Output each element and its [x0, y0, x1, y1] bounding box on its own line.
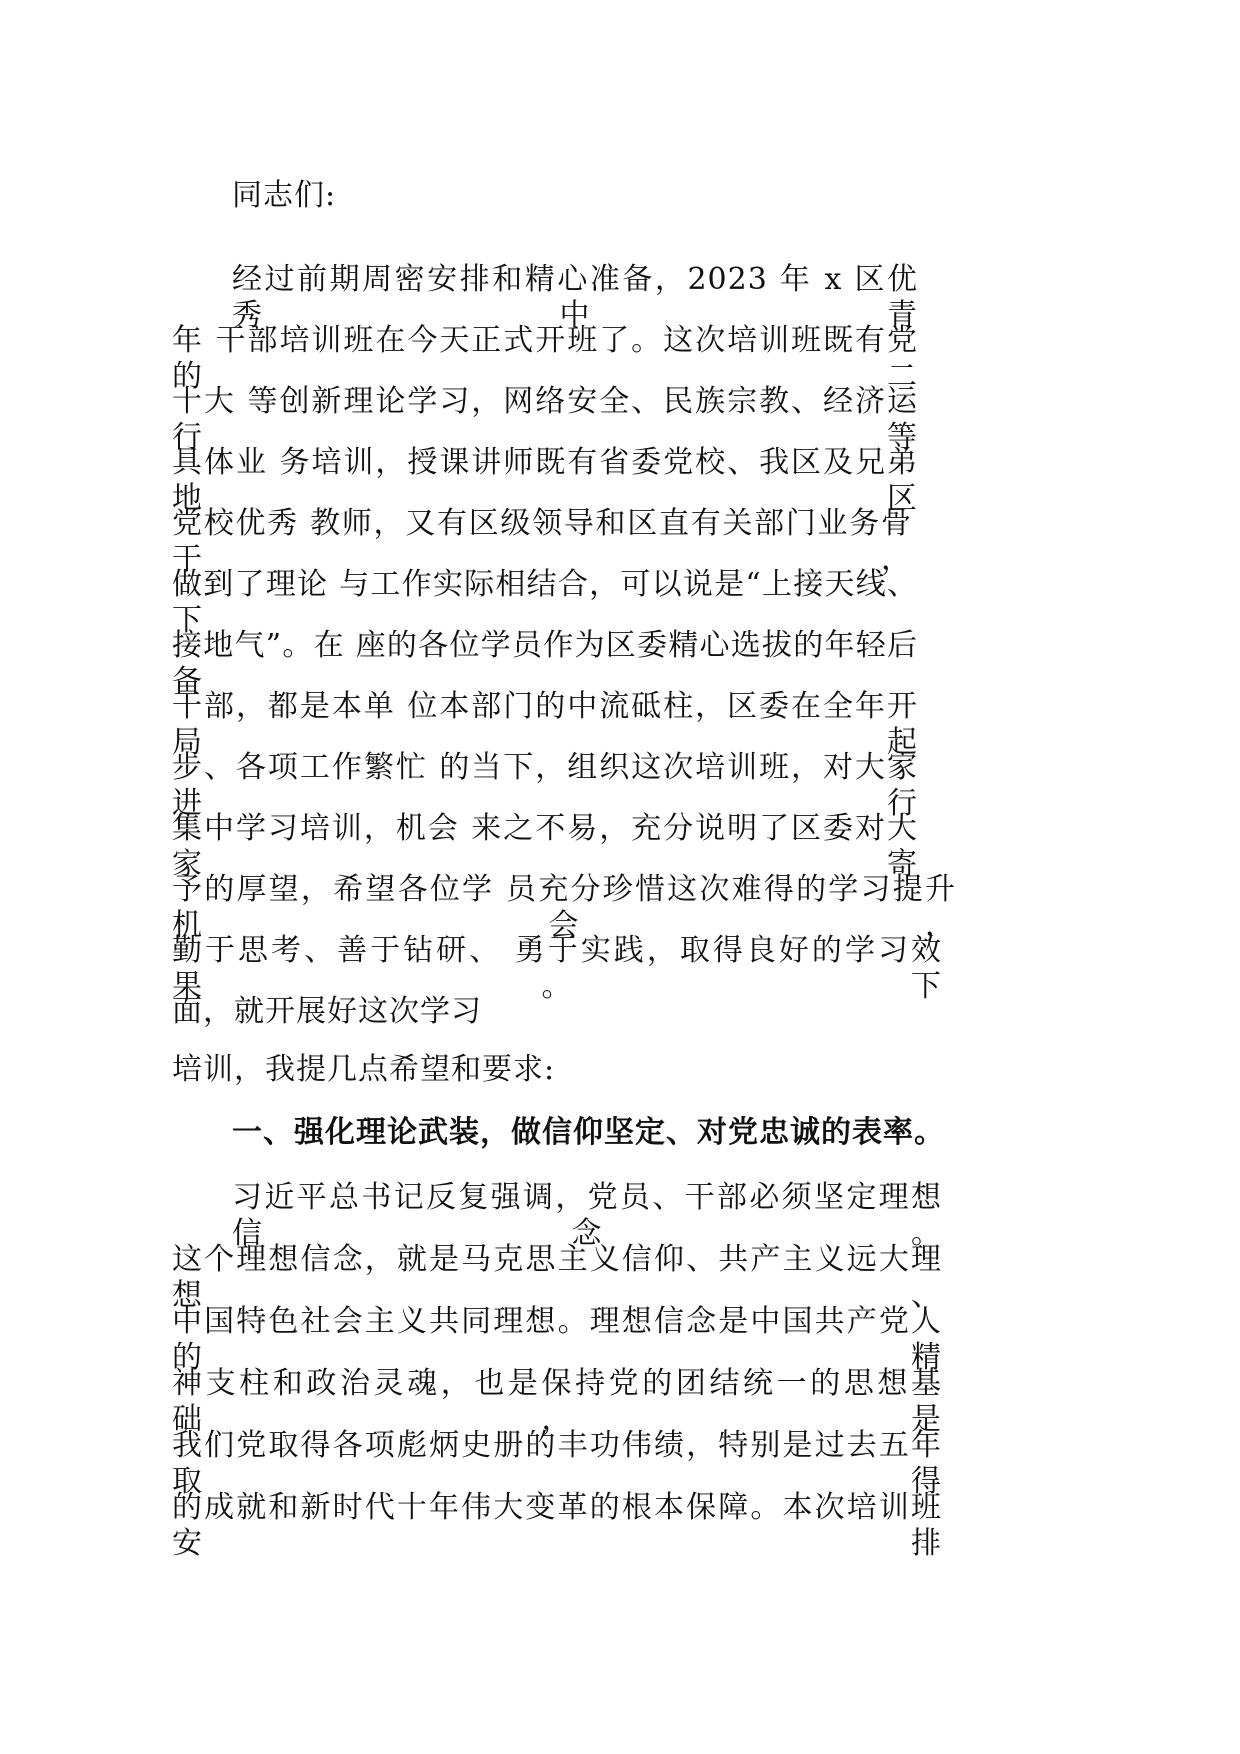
section-heading-1: 一、强化理论武装，做信仰坚定、对党忠诚的表率。	[232, 1115, 945, 1150]
paragraph-2-line-6: 的成就和新时代十年伟大变革的根本保障。本次培训班安排	[172, 1490, 942, 1561]
paragraph-1-line-7: 接地气”。在 座的各位学员作为区委精心选拔的年轻后备	[172, 628, 918, 699]
paragraph-2-line-1: 习近平总书记反复强调，党员、干部必须坚定理想信念。	[232, 1180, 942, 1251]
paragraph-1-line-10: 集中学习培训，机会 来之不易，充分说明了区委对大家寄	[172, 811, 918, 882]
paragraph-2-line-2: 这个理想信念，就是马克思主义信仰、共产主义远大理想、	[172, 1242, 942, 1313]
paragraph-1-line-13: 面，就开展好这次学习	[172, 994, 482, 1029]
paragraph-1-line-2: 年 干部培训班在今天正式开班了。这次培训班既有党的二	[172, 323, 918, 394]
paragraph-1-line-5: 党校优秀 教师，又有区级领导和区直有关部门业务骨干，	[172, 506, 912, 577]
paragraph-2-line-4: 神支柱和政治灵魂，也是保持党的团结统一的思想基础，是	[172, 1366, 942, 1437]
paragraph-1-line-14: 培训，我提几点希望和要求:	[172, 1052, 556, 1087]
paragraph-1-line-1: 经过前期周密安排和精心准备，2023 年 x 区优秀中青	[232, 262, 918, 333]
paragraph-1-line-9: 步、各项工作繁忙 的当下，组织这次培训班，对大家进行	[172, 750, 918, 821]
paragraph-2-line-3: 中国特色社会主义共同理想。理想信念是中国共产党人的精	[172, 1304, 942, 1375]
paragraph-1-line-11: 予的厚望，希望各位学 员充分珍惜这次难得的学习提升机会，	[172, 872, 956, 943]
paragraph-1-line-12: 勤于思考、善于钻研、 勇于实践，取得良好的学习效果。下	[172, 933, 942, 1004]
paragraph-2-line-5: 我们党取得各项彪炳史册的丰功伟绩，特别是过去五年取得	[172, 1428, 942, 1499]
salutation: 同志们:	[232, 178, 337, 213]
paragraph-1-line-8: 干部，都是本单 位本部门的中流砥柱，区委在全年开局起	[172, 689, 918, 760]
paragraph-1-line-4: 具体业 务培训，授课讲师既有省委党校、我区及兄弟地区	[172, 445, 918, 516]
paragraph-1-line-6: 做到了理论 与工作实际相结合，可以说是“上接天线、下	[172, 567, 918, 638]
paragraph-1-line-3: 十大 等创新理论学习，网络安全、民族宗教、经济运行等	[172, 384, 918, 455]
